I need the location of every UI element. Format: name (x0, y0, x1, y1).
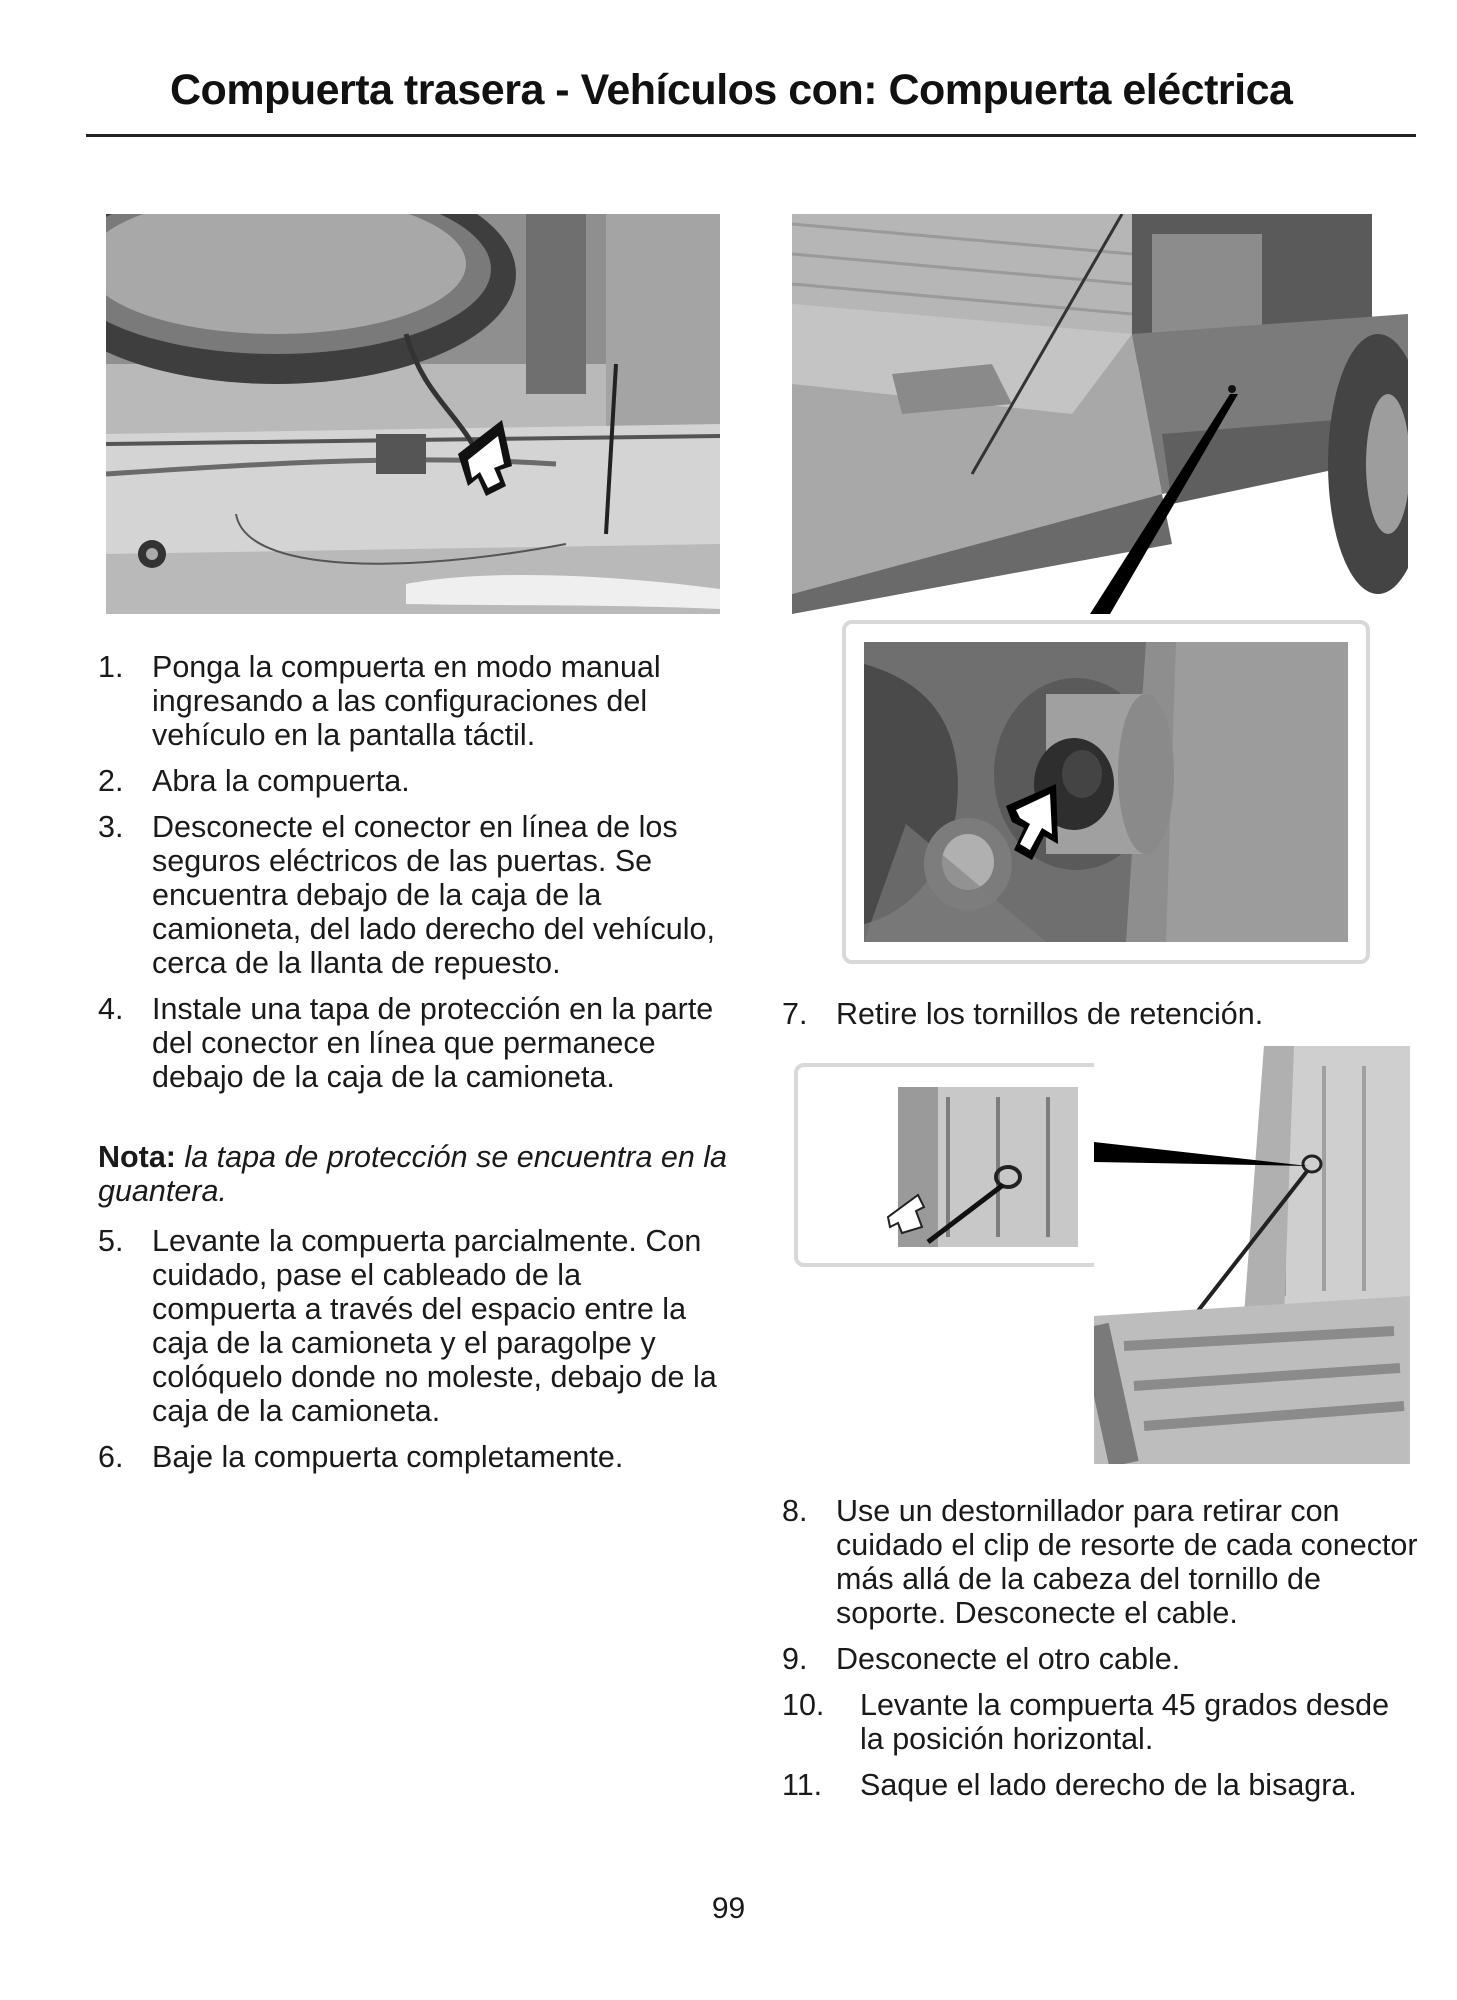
figure-truck-bed-cable (1094, 1046, 1410, 1464)
step-number: 8. (782, 1494, 808, 1528)
figure-hinge-bolt-detail (842, 620, 1370, 964)
step-number: 4. (98, 992, 124, 1026)
step-number: 7. (782, 997, 808, 1031)
figure-tailgate-open (792, 214, 1408, 614)
list-item (782, 1688, 1418, 1756)
step-text: Instale una tapa de protección en la parte del conector en línea que permanece debajo de la caja de la camioneta. (152, 992, 714, 1094)
page-number: 99 (711, 1892, 746, 1925)
list-item (98, 992, 728, 1094)
step-text: Desconecte el otro cable. (836, 1642, 1181, 1676)
step-text: Desconecte el conector en línea de los seguros eléctricos de las puertas. Se encuentra debajo de la caja de la camioneta, del lado derecho del vehículo, cerca de la llanta de repuesto. (152, 810, 715, 980)
list-item (98, 650, 728, 752)
figure-spare-tire-connector (106, 214, 720, 614)
list-item (98, 1224, 728, 1428)
list-item (782, 1494, 1418, 1630)
step-number: 3. (98, 810, 124, 844)
step-text: Levante la compuerta 45 grados desde la posición horizontal. (860, 1688, 1390, 1756)
step-number: 1. (98, 650, 124, 684)
step-number: 10. (782, 1688, 825, 1722)
list-item (782, 1768, 1418, 1802)
page-title: Compuerta trasera - Vehículos con: Compuerta eléctrica (170, 66, 1293, 114)
left-steps-list (98, 650, 728, 1106)
right-steps-list (782, 1494, 1418, 1814)
list-item (782, 997, 1412, 1031)
step-text: Use un destornillador para retirar con cuidado el clip de resorte de cada conector más allá de la cabeza del tornillo de soporte. Desconecte el cable. (836, 1494, 1418, 1630)
note-label: Nota: (98, 1140, 176, 1174)
left-steps-list-2 (98, 1224, 728, 1486)
step-number: 9. (782, 1642, 808, 1676)
step-text: Levante la compuerta parcialmente. Con cuidado, pase el cableado de la compuerta a través del espacio entre la caja de la camioneta y el paragolpe y colóquelo donde no moleste, debajo de la caja de la camioneta. (152, 1224, 717, 1428)
step-text: Abra la compuerta. (152, 764, 410, 798)
list-item (98, 764, 728, 798)
list-item (782, 1642, 1418, 1676)
step-number: 5. (98, 1224, 124, 1258)
step-number: 6. (98, 1440, 124, 1474)
step-text: Saque el lado derecho de la bisagra. (860, 1768, 1357, 1802)
list-item (98, 1440, 728, 1474)
step-text: Retire los tornillos de retención. (836, 997, 1264, 1031)
step-number: 2. (98, 764, 124, 798)
title-divider (86, 134, 1416, 137)
list-item (98, 810, 728, 980)
step-text: Ponga la compuerta en modo manual ingresando a las configuraciones del vehículo en la pantalla táctil. (152, 650, 661, 752)
note (98, 1140, 728, 1208)
step-number: 11. (782, 1768, 823, 1802)
step-text: Baje la compuerta completamente. (152, 1440, 624, 1474)
right-step-7 (782, 997, 1412, 1043)
note-text: la tapa de protección se encuentra en la guantera. (98, 1140, 728, 1208)
figure-support-cable-inset (794, 1063, 1102, 1267)
